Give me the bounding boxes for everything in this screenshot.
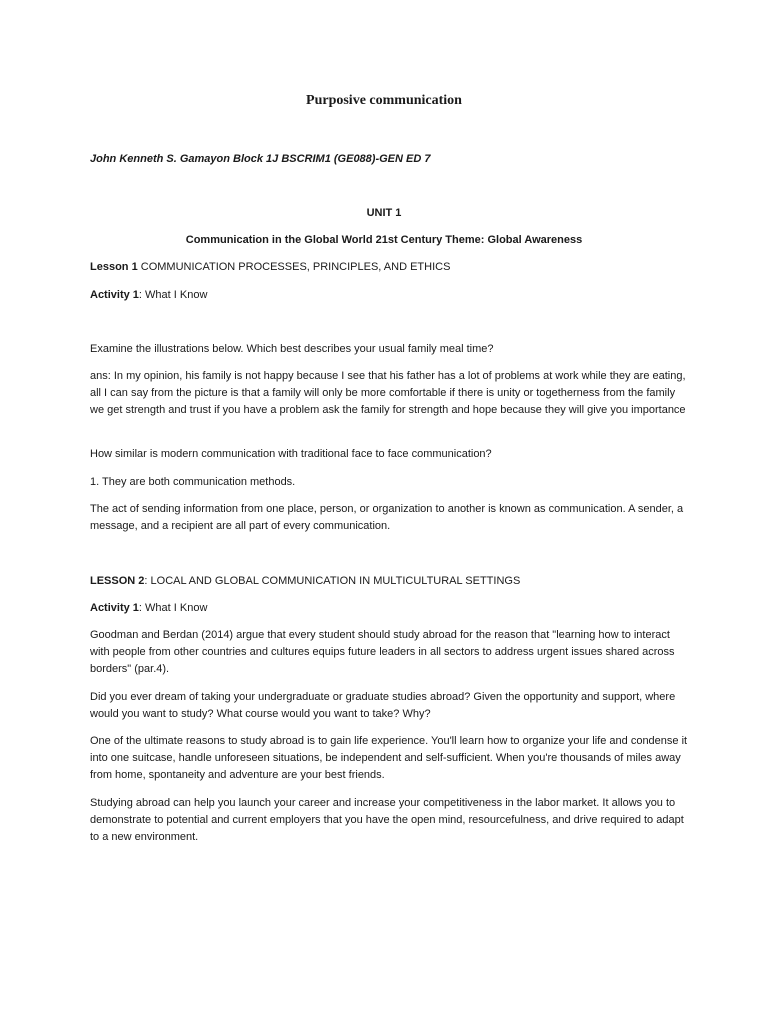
lesson-2-paragraph-2: Did you ever dream of taking your undergraduate or graduate studies abroad? Given the opportunity and support, where would you want to study? What course would you want to take? Why? <box>90 691 676 720</box>
lesson-1-title: COMMUNICATION PROCESSES, PRINCIPLES, AND ETHICS <box>137 261 451 273</box>
lesson-1-activity-heading <box>90 287 207 304</box>
lesson-1-question-1: Examine the illustrations below. Which best describes your usual family meal time? <box>90 343 494 355</box>
lesson-1-activity-label: Activity 1 <box>90 289 139 301</box>
lesson-1-paragraph: The act of sending information from one place, person, or organization to another is known as communication. A sender, a message, and a recipient are all part of every communication. <box>90 503 684 532</box>
lesson-2-activity-label: Activity 1 <box>90 602 139 614</box>
lesson-2-activity-heading <box>90 600 207 617</box>
unit-heading: UNIT 1 <box>366 207 402 219</box>
unit-theme: Communication in the Global World 21st Century Theme: Global Awareness <box>185 234 583 246</box>
lesson-1-label: Lesson 1 <box>90 261 138 273</box>
lesson-2-title: : LOCAL AND GLOBAL COMMUNICATION IN MULTICULTURAL SETTINGS <box>144 575 521 587</box>
lesson-2-heading <box>90 573 520 590</box>
lesson-2-paragraph-3: One of the ultimate reasons to study abroad is to gain life experience. You'll learn how to organize your life and condense it into one suitcase, handle unforeseen situations, be independent and self-sufficient. When you're thousands of miles away from home, spontaneity and adventure are your best friends. <box>90 735 688 781</box>
document-title: Purposive communication <box>306 93 462 108</box>
lesson-2-label: LESSON 2 <box>90 575 145 587</box>
lesson-1-heading <box>90 259 450 276</box>
lesson-2-paragraph-4: Studying abroad can help you launch your career and increase your competitiveness in the labor market. It allows you to demonstrate to potential and current employers that you have the open mind, resourcefulness, and drive required to adapt to a new environment. <box>90 797 684 843</box>
lesson-1-answer-1: ans: In my opinion, his family is not happy because I see that his father has a lot of problems at work while they are eating, all I can say from the picture is that a family will only be more comfortable if there is unity or togetherness from the family we get strength and trust if you have a problem ask the family for strength and hope because they will give you importance <box>90 370 686 416</box>
lesson-2-activity-title: : What I Know <box>138 602 208 614</box>
lesson-2-paragraph-1: Goodman and Berdan (2014) argue that every student should study abroad for the reason that "learning how to interact with people from other countries and cultures equips future leaders in all sectors to address urgent issues shared across borders" (par.4). <box>90 629 675 675</box>
author-line: John Kenneth S. Gamayon Block 1J BSCRIM1 (GE088)-GEN ED 7 <box>90 153 431 165</box>
lesson-1-activity-title: : What I Know <box>138 289 208 301</box>
lesson-1-question-2: How similar is modern communication with traditional face to face communication? <box>90 448 492 460</box>
lesson-1-answer-2: 1. They are both communication methods. <box>90 476 296 488</box>
